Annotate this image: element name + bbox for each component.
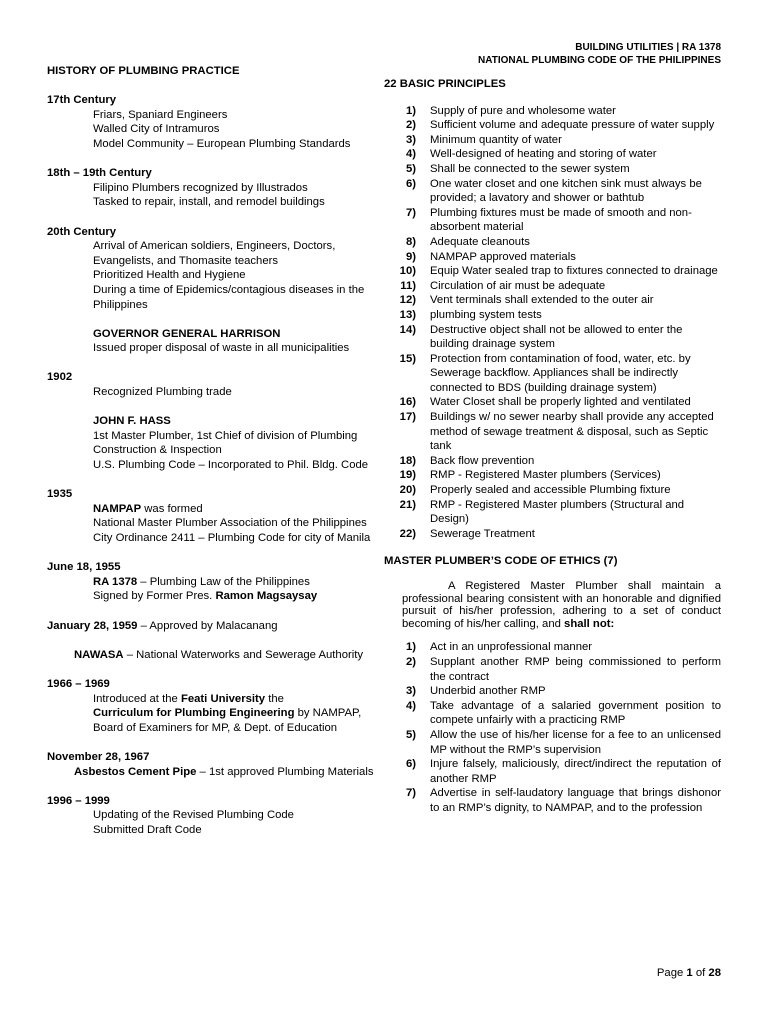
item-number: 7) [405, 787, 416, 800]
history-line: Filipino Plumbers recognized by Illustrados [93, 181, 308, 194]
item-number: 11) [400, 279, 416, 292]
item-text: Plumbing fixtures must be made of smooth and non-absorbent material [430, 206, 692, 234]
item-number: 5) [405, 162, 416, 175]
heading-1902: 1902 [47, 371, 73, 384]
item-number: 6) [405, 758, 416, 771]
item-text: Sewerage Treatment [430, 527, 535, 540]
heading-17th-century: 17th Century [47, 94, 117, 107]
item-number: 17) [399, 411, 416, 424]
item-text: Allow the use of his/her license for a fee to an unlicensed MP without the RMP’s supervision [430, 728, 721, 756]
ra-rest: – Plumbing Law of the Philippines [137, 575, 310, 588]
ethics-item [384, 728, 721, 757]
item-text: Well-designed of heating and storing of water [430, 148, 657, 161]
hass-heading: JOHN F. HASS [93, 415, 171, 428]
principle-item [384, 483, 721, 498]
history-column [47, 64, 389, 837]
item-text: Destructive object shall not be allowed to enter the building drainage system [430, 323, 683, 351]
item-number: 5) [405, 728, 416, 741]
principle-item [384, 235, 721, 250]
item-number: 21) [399, 498, 416, 511]
history-line: Tasked to repair, install, and remodel buildings [93, 196, 325, 209]
history-line: Model Community – European Plumbing Standards [93, 137, 351, 150]
history-line: 1st Master Plumber, 1st Chief of division of Plumbing [93, 429, 358, 442]
history-line: Evangelists, and Thomasite teachers [93, 254, 279, 267]
item-text: Supply of pure and wholesome water [430, 104, 616, 117]
ra-1378-bold: RA 1378 [93, 575, 138, 588]
principle-item [384, 454, 721, 469]
heading-1935: 1935 [47, 488, 73, 501]
history-line: City Ordinance 2411 – Plumbing Code for city of Manila [93, 532, 371, 544]
ethics-item [384, 655, 721, 684]
item-text: Back flow prevention [430, 454, 535, 467]
principle-item [384, 293, 721, 308]
history-line [47, 692, 389, 707]
nawasa-bold: NAWASA [74, 648, 124, 661]
item-text: Minimum quantity of water [430, 133, 562, 146]
item-number: 10) [399, 265, 416, 278]
president-name: Ramon Magsaysay [215, 590, 318, 603]
principle-item [384, 410, 721, 454]
history-line-1959 [47, 619, 389, 634]
principle-item [384, 206, 721, 235]
item-number: 4) [405, 699, 416, 712]
heading-1967: November 28, 1967 [47, 750, 150, 763]
item-number: 6) [405, 177, 416, 190]
item-text: NAMPAP approved materials [430, 250, 576, 263]
document-header [478, 42, 721, 67]
nawasa-rest: – National Waterworks and Sewerage Authority [123, 648, 364, 661]
harrison-heading: GOVERNOR GENERAL HARRISON [93, 327, 281, 340]
item-number: 13) [399, 308, 416, 321]
item-number: 2) [405, 119, 416, 132]
principle-item [384, 162, 721, 177]
text-segment: Introduced at the [93, 692, 181, 705]
item-text: plumbing system tests [430, 308, 542, 321]
item-number: 4) [405, 148, 416, 161]
principle-item [384, 133, 721, 148]
history-line: Arrival of American soldiers, Engineers, Doctors, [93, 240, 336, 253]
curriculum-bold: Curriculum for Plumbing Engineering [93, 707, 295, 720]
principle-item [384, 352, 721, 396]
page-label: Page [656, 967, 687, 979]
item-number: 9) [405, 250, 416, 263]
principle-item [384, 498, 721, 527]
item-text: One water closet and one kitchen sink must always be provided; a lavatory and shower or bathtub [430, 177, 702, 205]
ethics-item [384, 640, 721, 655]
history-line: Issued proper disposal of waste in all municipalities [93, 342, 350, 355]
item-text: Adequate cleanouts [430, 235, 530, 248]
page-footer [657, 967, 721, 979]
heading-1966-1969: 1966 – 1969 [47, 677, 110, 690]
item-text: Act in an unprofessional manner [430, 641, 593, 654]
heading-1996-1999: 1996 – 1999 [47, 794, 110, 807]
principle-item [384, 527, 721, 542]
history-line: Updating of the Revised Plumbing Code [93, 809, 294, 822]
item-number: 12) [399, 294, 416, 307]
history-line: Submitted Draft Code [93, 823, 202, 836]
principles-list [384, 104, 721, 542]
history-line: Recognized Plumbing trade [93, 386, 232, 399]
item-number: 14) [399, 323, 416, 336]
principle-item [384, 147, 721, 162]
nampap-bold: NAMPAP [93, 502, 142, 515]
item-text: Circulation of air must be adequate [430, 279, 606, 292]
heading-1959: January 28, 1959 [47, 619, 138, 632]
history-line: National Master Plumber Association of the Philippines [93, 517, 367, 530]
history-line [47, 706, 389, 721]
principle-item [384, 250, 721, 265]
approved-text: – Approved by Malacanang [137, 619, 278, 632]
history-line-nawasa [47, 648, 389, 663]
text-segment: the [265, 692, 284, 705]
nampap-rest: was formed [141, 502, 203, 515]
history-line: Philippines [93, 298, 148, 311]
history-line: Construction & Inspection [93, 444, 222, 457]
item-number: 18) [399, 454, 416, 467]
item-number: 8) [405, 235, 416, 248]
item-text: Water Closet shall be properly lighted and ventilated [430, 396, 691, 409]
ethics-intro [384, 580, 721, 630]
history-line: During a time of Epidemics/contagious diseases in the [93, 283, 365, 296]
item-number: 19) [399, 469, 416, 482]
signed-text: Signed by Former Pres. [93, 590, 216, 603]
item-text: Underbid another RMP [430, 685, 546, 698]
item-text: Supplant another RMP being commissioned to perform the contract [430, 655, 721, 683]
ethics-item [384, 684, 721, 699]
ethics-item [384, 699, 721, 728]
history-line [47, 502, 389, 517]
item-number: 3) [405, 133, 416, 146]
feati-university: Feati University [180, 692, 266, 705]
principles-title: 22 BASIC PRINCIPLES [384, 78, 506, 90]
principle-item [384, 395, 721, 410]
history-line: Prioritized Health and Hygiene [93, 269, 246, 282]
asbestos-rest: – 1st approved Plumbing Materials [196, 765, 374, 778]
item-text: Buildings w/ no sewer nearby shall provide any accepted method of sewage treatment & disposal, such as Septic tank [430, 411, 714, 453]
item-text: Sufficient volume and adequate pressure of water supply [430, 119, 715, 132]
principle-item [384, 308, 721, 323]
ethics-item [384, 786, 721, 815]
principle-item [384, 468, 721, 483]
page-total: 28 [708, 967, 721, 979]
item-number: 20) [399, 484, 416, 497]
heading-18th-19th-century: 18th – 19th Century [47, 167, 152, 180]
item-number: 22) [399, 527, 416, 540]
item-text: RMP - Registered Master plumbers (Services) [430, 469, 661, 482]
principle-item [384, 118, 721, 133]
item-text: Advertise in self-laudatory language that brings dishonor to an RMP’s dignity, to NAMPAP, and to the profession [430, 787, 721, 814]
item-text: Shall be connected to the sewer system [430, 162, 630, 175]
ethics-item [384, 757, 721, 786]
item-text: Protection from contamination of food, water, etc. by Sewerage backflow. Appliances shall be indirectly connected to BDS (building drainage system) [430, 352, 691, 394]
item-text: Take advantage of a salaried government position to compete unfairly with a practicing RMP [430, 699, 721, 727]
header-line-1: BUILDING UTILITIES | RA 1378 [575, 42, 721, 53]
item-number: 16) [399, 396, 416, 409]
page-of-label: of [692, 967, 709, 979]
principles-column [384, 77, 721, 816]
history-line: U.S. Plumbing Code – Incorporated to Phil. Bldg. Code [93, 459, 369, 472]
item-number: 1) [405, 641, 416, 654]
history-title: HISTORY OF PLUMBING PRACTICE [47, 65, 240, 77]
ethics-list [384, 640, 721, 815]
history-line: Walled City of Intramuros [93, 123, 220, 136]
item-number: 7) [405, 206, 416, 219]
item-number: 2) [405, 655, 416, 668]
item-text: Vent terminals shall extended to the outer air [430, 294, 654, 307]
history-line [47, 765, 389, 780]
principle-item [384, 279, 721, 294]
item-number: 1) [405, 104, 416, 117]
page-number: 1 [686, 967, 693, 979]
principle-item [384, 323, 721, 352]
principle-item [384, 264, 721, 279]
history-line [47, 589, 389, 604]
asbestos-bold: Asbestos Cement Pipe [74, 765, 197, 778]
heading-1955: June 18, 1955 [47, 561, 121, 574]
text-segment: by NAMPAP, [294, 707, 362, 720]
item-text: Injure falsely, maliciously, direct/indirect the reputation of another RMP [430, 758, 721, 785]
ethics-intro-bold: shall not: [564, 617, 615, 630]
item-number: 3) [405, 685, 416, 698]
principle-item [384, 177, 721, 206]
heading-20th-century: 20th Century [47, 225, 117, 238]
item-number: 15) [399, 352, 416, 365]
item-text: Properly sealed and accessible Plumbing fixture [430, 484, 671, 497]
header-line-2: NATIONAL PLUMBING CODE OF THE PHILIPPINES [478, 54, 721, 66]
history-line: Board of Examiners for MP, & Dept. of Education [93, 721, 338, 734]
item-text: Equip Water sealed trap to fixtures connected to drainage [430, 265, 718, 278]
history-line: Friars, Spaniard Engineers [93, 108, 228, 121]
ethics-intro-text: A Registered Master Plumber shall maintain a professional bearing consistent with an honorable and dignified pursuit of his/her profession, adhering to a set of conduct becoming of his/her calling, and [402, 580, 721, 630]
ethics-title: MASTER PLUMBER’S CODE OF ETHICS (7) [384, 555, 618, 568]
history-line [47, 575, 389, 590]
item-text: RMP - Registered Master plumbers (Structural and Design) [430, 498, 685, 526]
principle-item [384, 104, 721, 119]
